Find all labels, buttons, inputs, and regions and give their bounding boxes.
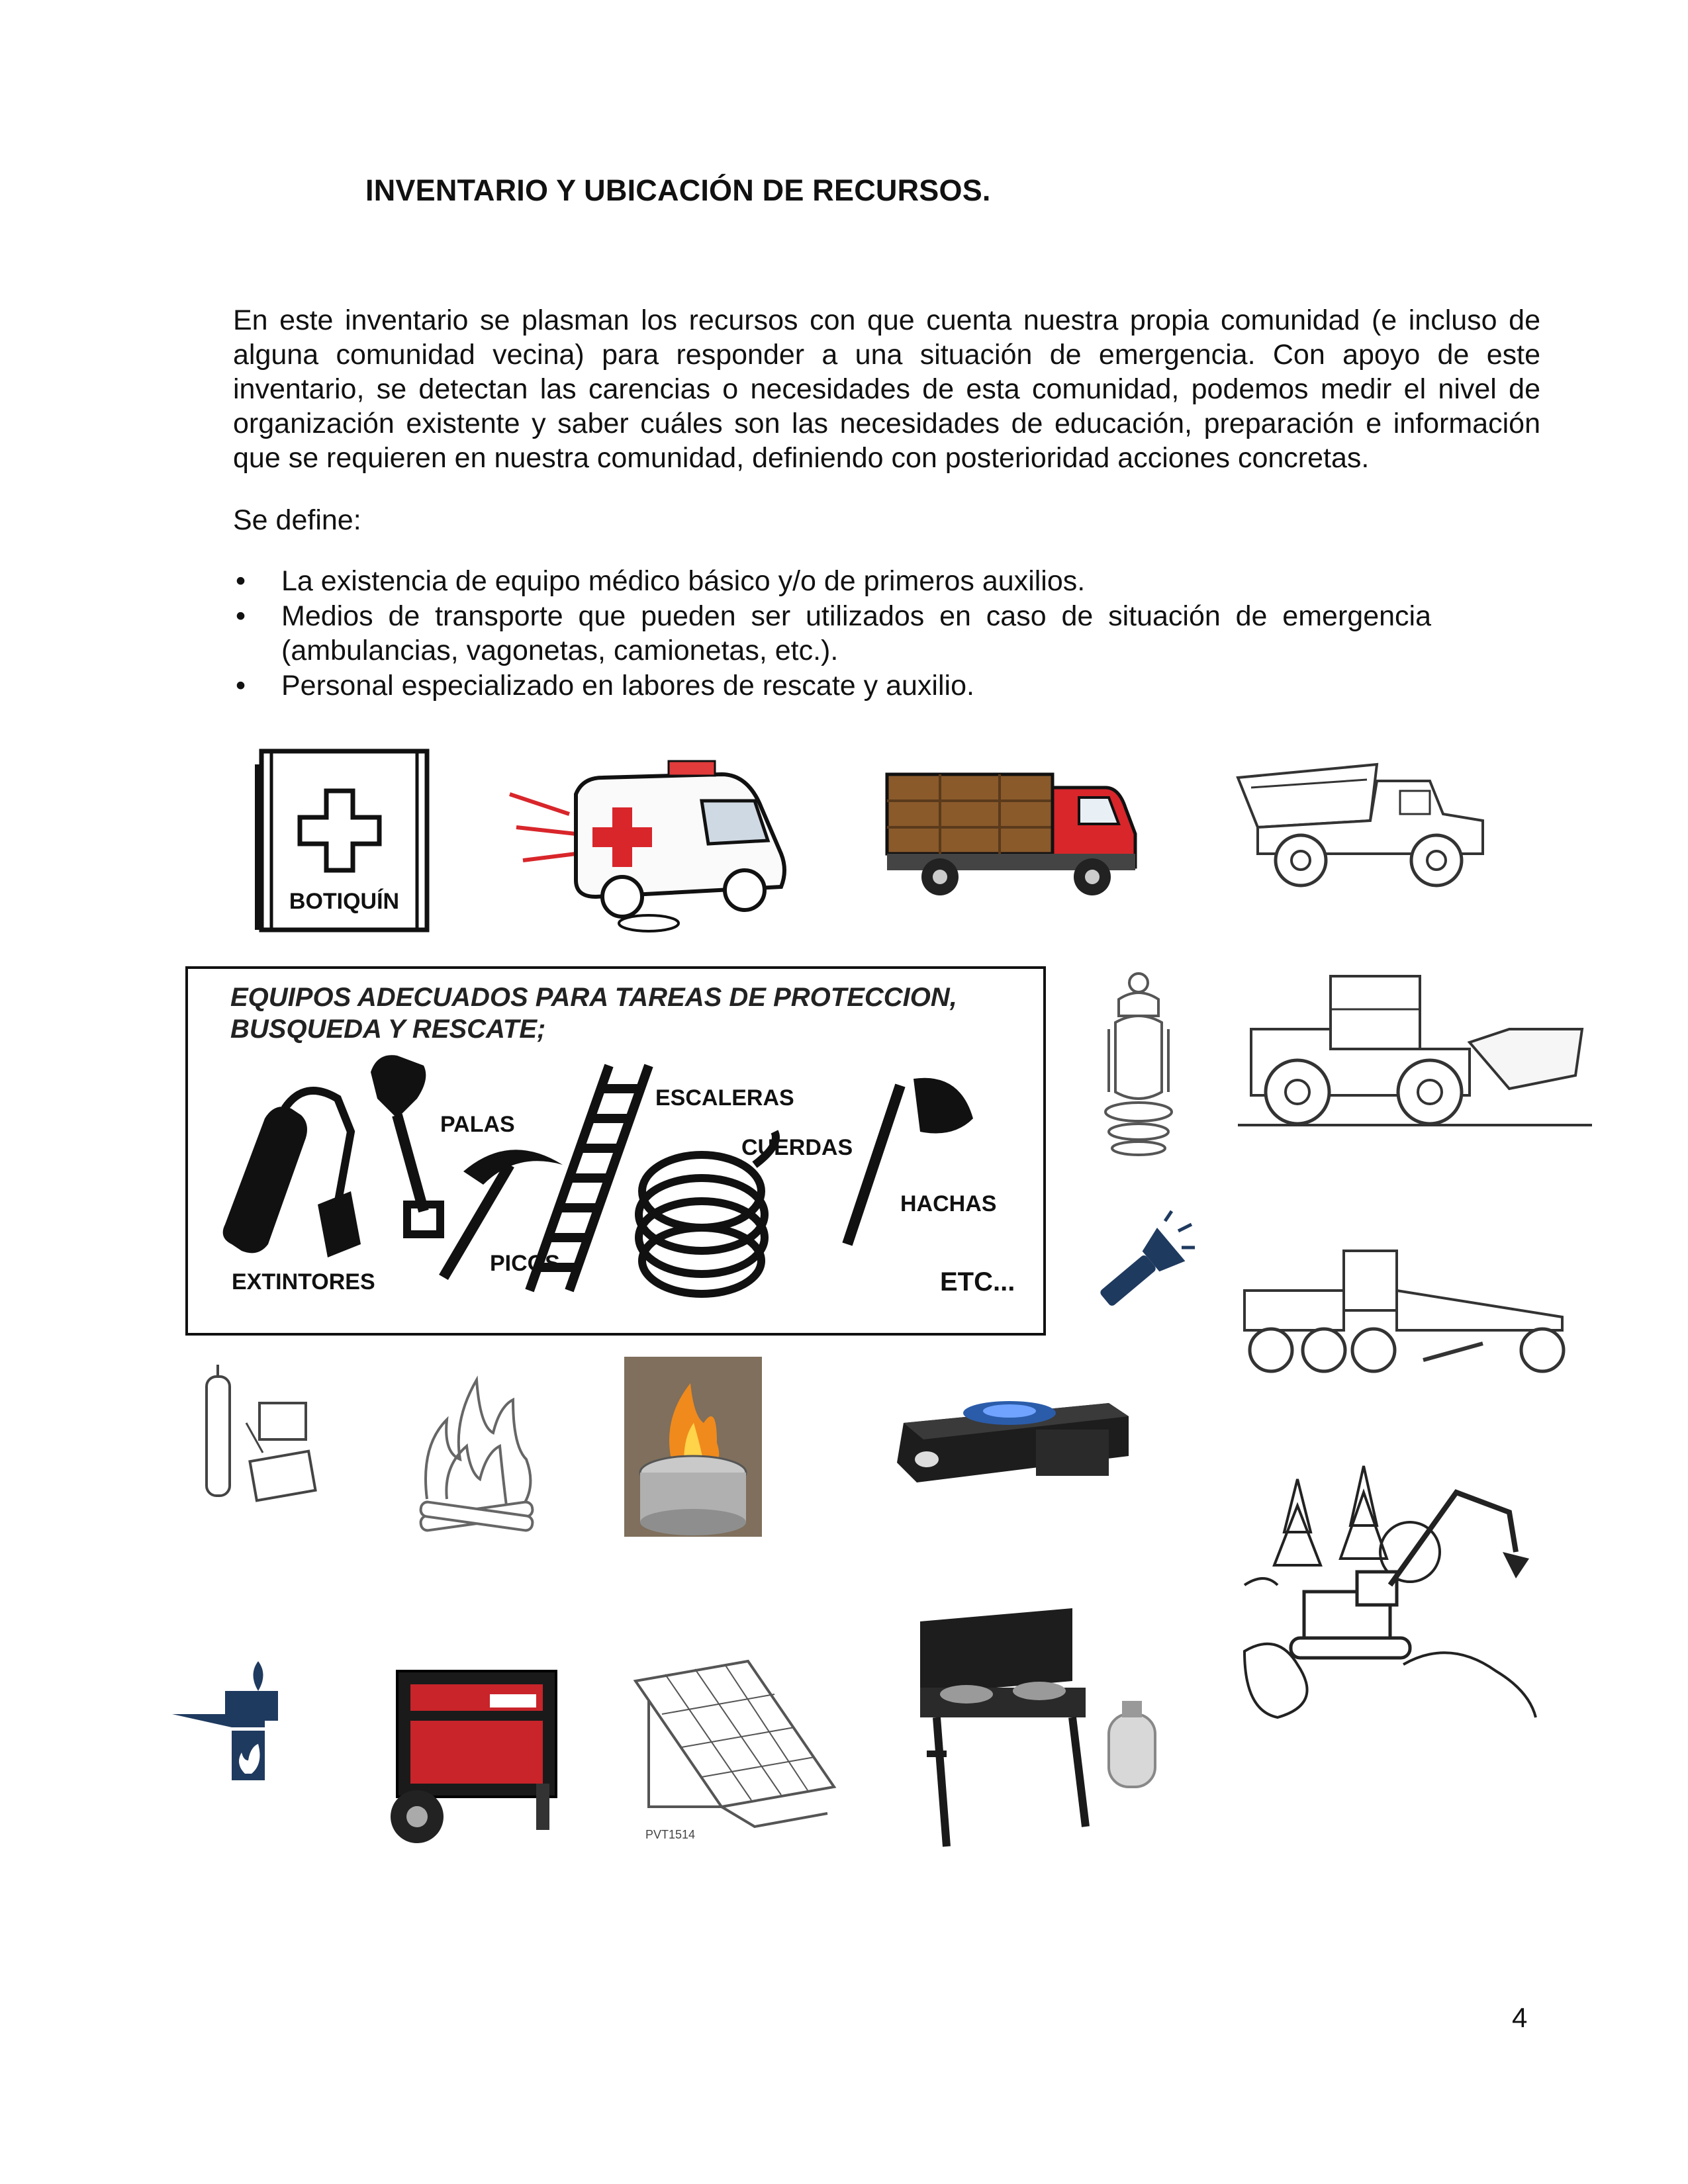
solar-panel-icon (629, 1655, 841, 1846)
camp-stove-icon (907, 1602, 1165, 1853)
se-define-label: Se define: (233, 504, 361, 536)
label-picos: PICOS (490, 1251, 560, 1276)
first-aid-cabinet-icon (248, 745, 440, 943)
list-item-text: La existencia de equipo médico básico y/o de primeros auxilios. (281, 565, 1086, 597)
label-cuerdas: CUERDAS (741, 1135, 853, 1160)
resource-list (233, 564, 1431, 704)
label-hachas: HACHAS (900, 1191, 997, 1216)
bullet-icon: • (236, 600, 246, 632)
label-escaleras: ESCALERAS (655, 1085, 794, 1111)
portable-stove-icon (890, 1363, 1139, 1502)
label-etc: ETC... (940, 1267, 1015, 1297)
intro-paragraph: En este inventario se plasman los recursos con que cuenta nuestra propia comunidad (e incluso de alguna comunidad vecina) para responder a una situación de emergencia. Con apoyo de este inventario, se detectan las carencias o necesidades de esta comunidad, podemos medir el nivel de organización existente y saber cuáles son las necesidades de educación, preparación e información que se requieren en nuestra comunidad, definiendo con posterioridad acciones concretas. (233, 304, 1540, 474)
truck-icon (880, 761, 1145, 907)
generator-icon (371, 1658, 579, 1850)
lantern-icon (1096, 970, 1182, 1161)
rescue-equipment-panel (185, 966, 1046, 1336)
rescue-heading-line1: EQUIPOS ADECUADOS PARA TAREAS DE PROTECCION, (230, 983, 957, 1012)
label-palas: PALAS (440, 1112, 515, 1137)
solar-panel-label: PVT1514 (645, 1828, 696, 1841)
dump-truck-icon (1231, 754, 1496, 897)
page-number: 4 (1512, 2002, 1528, 2033)
label-extintores: EXTINTORES (232, 1269, 375, 1295)
excavator-icon (1238, 1453, 1542, 1731)
campfire-icon (414, 1367, 539, 1539)
candle-matches-icon (187, 1357, 339, 1509)
flashlight-icon (1079, 1208, 1198, 1317)
ambulance-icon (503, 754, 801, 933)
botiquin-label: BOTIQUÍN (289, 889, 400, 914)
wheel-loader-icon (1231, 963, 1602, 1135)
fuel-can-icon (624, 1357, 762, 1537)
lighter-icon (165, 1655, 305, 1787)
list-item-text: Medios de transporte que pueden ser utilizados en caso de situación de emergencia (ambulancias, vagonetas, camionetas, etc.). (281, 600, 1431, 666)
bullet-icon: • (236, 670, 246, 702)
motor-grader-icon (1231, 1244, 1575, 1387)
page-title: INVENTARIO Y UBICACIÓN DE RECURSOS. (365, 173, 991, 207)
bullet-icon: • (236, 565, 246, 597)
list-item (233, 599, 1431, 668)
list-item-text: Personal especializado en labores de rescate y auxilio. (281, 670, 974, 702)
list-item (233, 564, 1431, 598)
rescue-heading-line2: BUSQUEDA Y RESCATE; (230, 1015, 546, 1044)
list-item (233, 668, 1431, 703)
